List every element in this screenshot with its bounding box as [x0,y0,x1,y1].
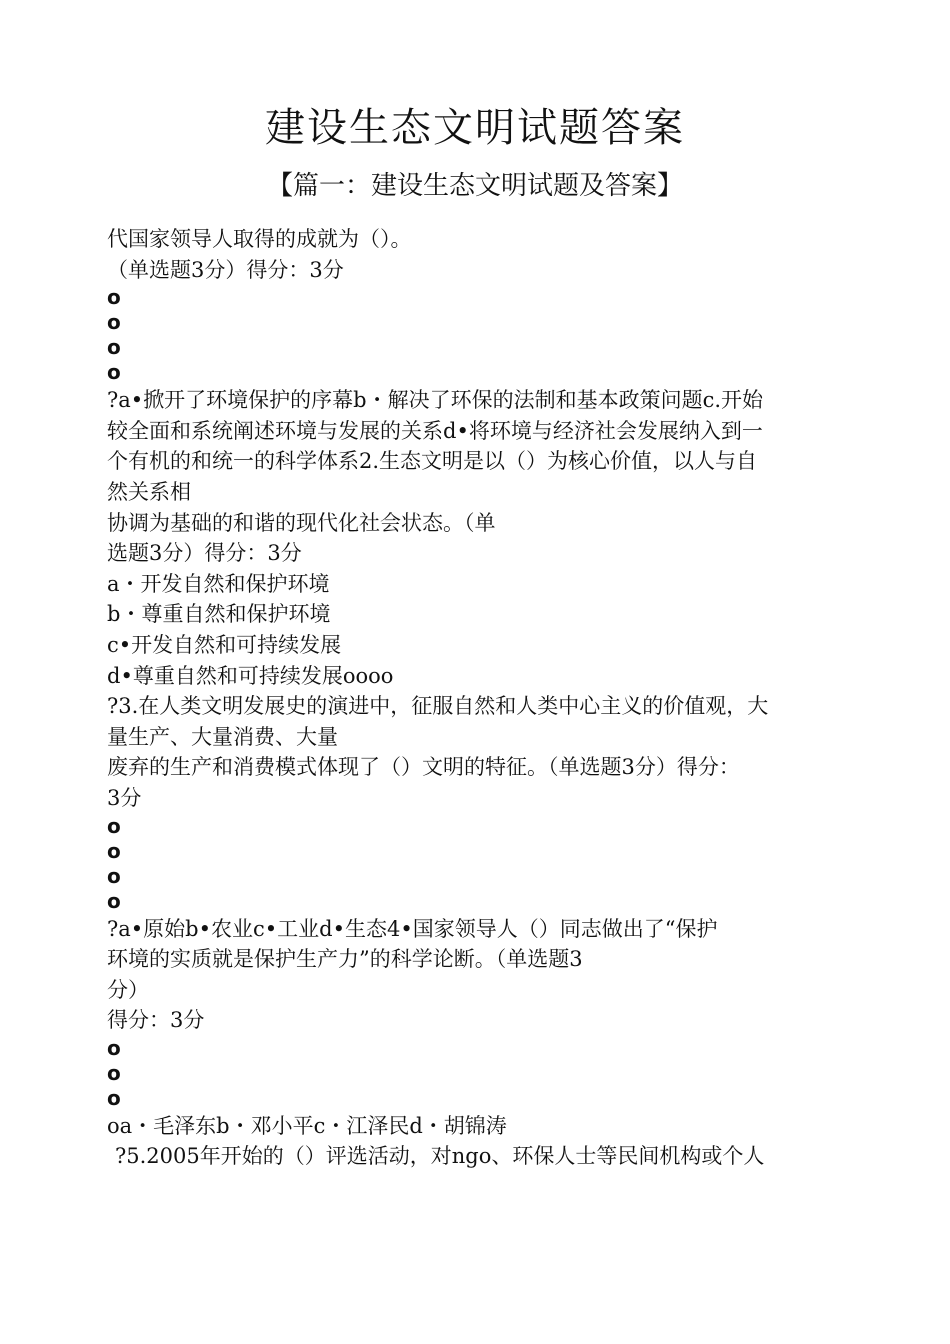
body-line: d•尊重自然和可持续发展oooo [107,663,394,688]
body-line: 环境的实质就是保护生产力”的科学论断。（单选题3 [107,947,583,972]
document-title: 建设生态文明试题答案 [265,105,685,151]
body-line: ?3.在人类文明发展史的演进中，征服自然和人类中心主义的价值观，大 [107,694,769,719]
body-line: c•开发自然和可持续发展 [107,632,342,657]
body-line: 选题3分）得分：3分 [107,541,302,566]
body-line: 代国家领导人取得的成就为（）。 [107,227,412,251]
body-line: （单选题3分）得分：3分 [107,257,344,282]
body-line: ?a•掀开了环境保护的序幕b・解决了环保的法制和基本政策问题c.开始 [107,388,764,413]
option-bullet: o [107,813,121,838]
option-bullet: o [107,1085,121,1110]
body-line: 废弃的生产和消费模式体现了（）文明的特征。（单选题3分）得分： [107,755,740,780]
body-line: ?a•原始b•农业c•工业d•生态4•国家领导人（）同志做出了“保护 [107,916,718,941]
body-line: 个有机的和统一的科学体系2.生态文明是以（）为核心价值，以人与自 [107,449,758,474]
body-line: 分） [107,977,149,1002]
option-bullet: o [107,838,121,863]
body-line: a・开发自然和保护环境 [107,571,330,596]
body-line: 得分：3分 [107,1008,205,1033]
option-bullet: o [107,335,121,360]
body-line: 3分 [107,785,142,810]
option-bullet: o [107,310,121,335]
body-line: 较全面和系统阐述环境与发展的关系d•将环境与经济社会发展纳入到一 [107,418,763,443]
document-subtitle: 【篇一：建设生态文明试题及答案】 [266,171,683,201]
option-bullet: o [107,285,121,310]
body-line: 然关系相 [107,479,191,504]
body-line: ?5.2005年开始的（）评选活动，对ngo、环保人士等民间机构或个人 [115,1144,765,1169]
option-bullet: o [107,1035,121,1060]
option-bullet: o [107,1060,121,1085]
body-line: oa・毛泽东b・邓小平c・江泽民d・胡锦涛 [107,1113,507,1138]
body-line: 量生产、大量消费、大量 [107,724,338,749]
body-line: 协调为基础的和谐的现代化社会状态。（单 [107,510,496,535]
option-bullet: o [107,863,121,888]
option-bullet: o [107,888,121,913]
body-line: b・尊重自然和保护环境 [107,602,331,627]
document-body [107,224,847,1172]
option-bullet: o [107,360,121,385]
